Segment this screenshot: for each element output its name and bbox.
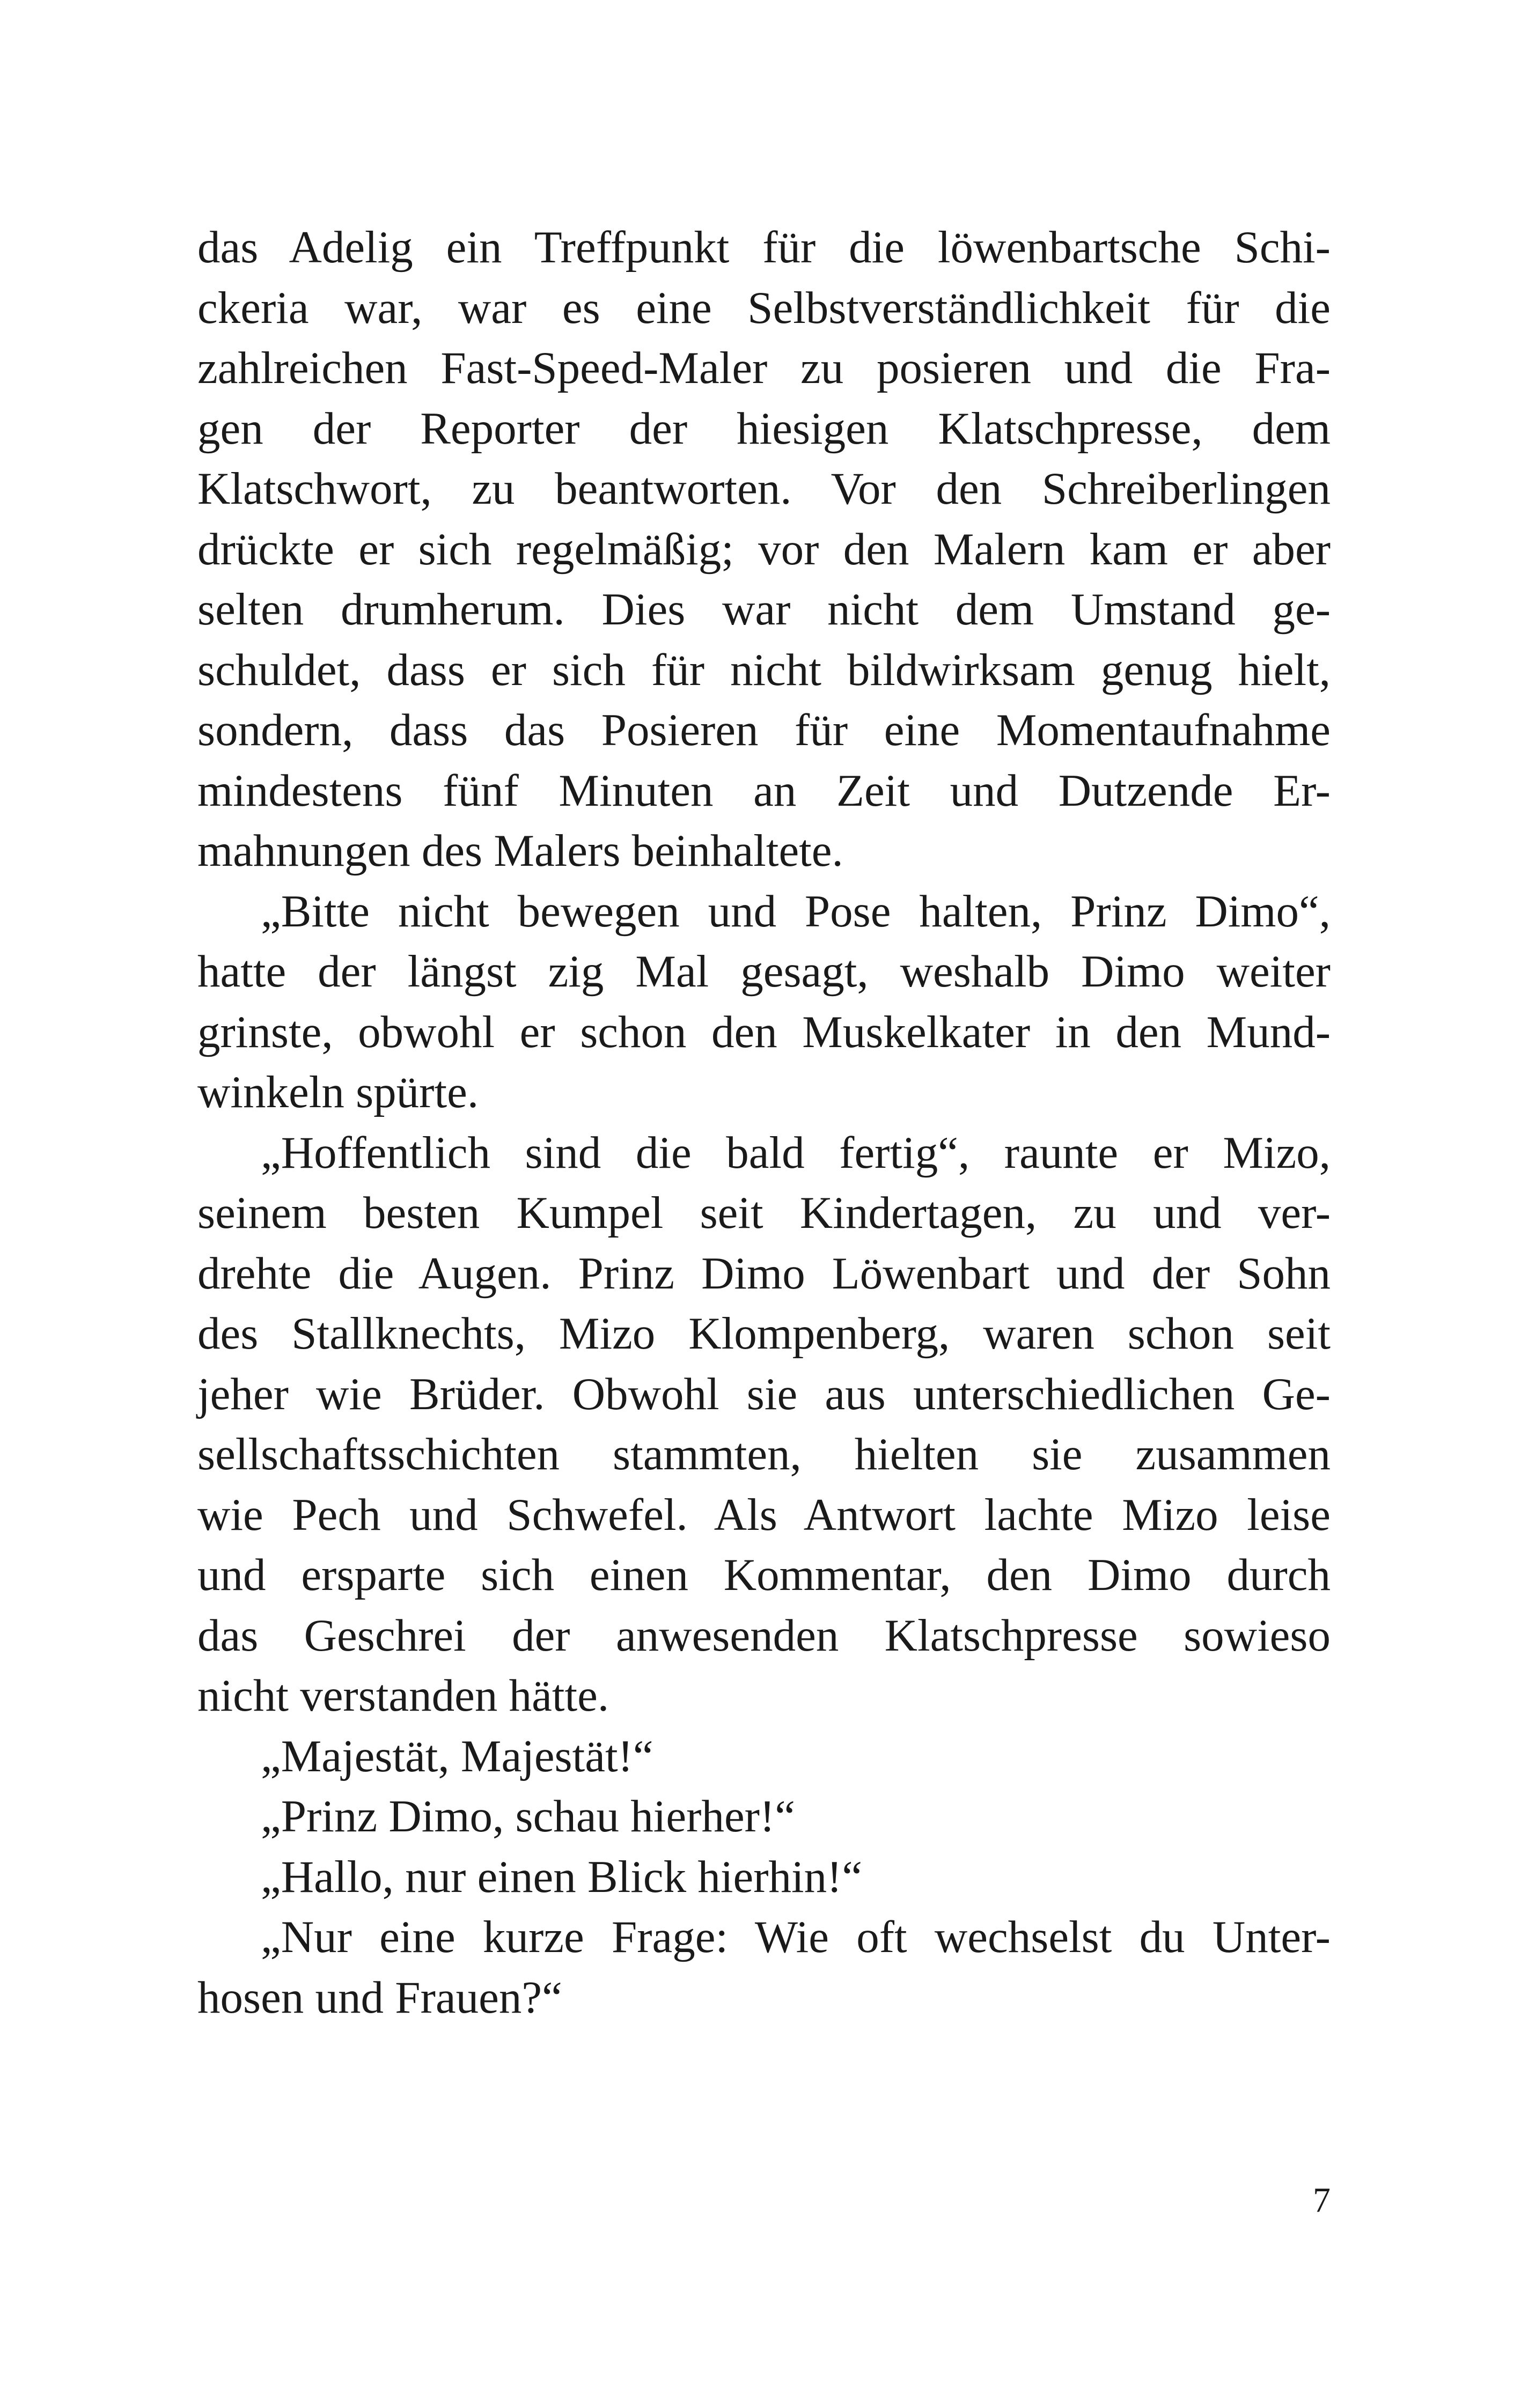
- body-text: [197, 217, 1331, 2028]
- text-line: mindestens fünf Minuten an Zeit und Dutzende Er-: [197, 765, 1331, 816]
- text-line: sondern, dass das Posieren für eine Momentaufnahme: [197, 705, 1331, 755]
- text-line: und ersparte sich einen Kommentar, den Dimo durch: [197, 1550, 1331, 1600]
- text-line: „Nur eine kurze Frage: Wie oft wechselst du Unter-: [261, 1912, 1331, 1962]
- text-line: jeher wie Brüder. Obwohl sie aus unterschiedlichen Ge-: [197, 1368, 1331, 1419]
- text-line: „Prinz Dimo, schau hierher!“: [261, 1791, 796, 1842]
- text-line: hosen und Frauen?“: [197, 1972, 562, 2023]
- text-line: „Majestät, Majestät!“: [261, 1730, 653, 1781]
- text-line: „Hallo, nur einen Blick hierhin!“: [261, 1851, 863, 1902]
- text-line: das Geschrei der anwesenden Klatschpresse sowieso: [197, 1610, 1331, 1661]
- text-line: wie Pech und Schwefel. Als Antwort lachte Mizo leise: [197, 1489, 1331, 1540]
- text-line: nicht verstanden hätte.: [197, 1670, 609, 1721]
- text-line: des Stallknechts, Mizo Klompenberg, waren schon seit: [197, 1308, 1331, 1359]
- text-line: mahnungen des Malers beinhaltete.: [197, 826, 843, 876]
- text-line: zahlreichen Fast-Speed-Maler zu posieren und die Fra-: [197, 343, 1331, 393]
- text-line: „Hoffentlich sind die bald fertig“, raunte er Mizo,: [261, 1127, 1331, 1178]
- text-line: „Bitte nicht bewegen und Pose halten, Prinz Dimo“,: [261, 886, 1331, 937]
- text-line: Klatschwort, zu beantworten. Vor den Schreiberlingen: [197, 463, 1331, 514]
- text-line: winkeln spürte.: [197, 1067, 479, 1117]
- text-line: gen der Reporter der hiesigen Klatschpresse, dem: [197, 403, 1331, 454]
- text-line: hatte der längst zig Mal gesagt, weshalb Dimo weiter: [197, 946, 1331, 997]
- text-line: selten drumherum. Dies war nicht dem Umstand ge-: [197, 584, 1331, 635]
- text-line: sellschaftsschichten stammten, hielten sie zusammen: [197, 1429, 1331, 1479]
- text-line: drückte er sich regelmäßig; vor den Malern kam er aber: [197, 524, 1331, 575]
- text-line: schuldet, dass er sich für nicht bildwirksam genug hielt,: [197, 644, 1331, 695]
- text-line: drehte die Augen. Prinz Dimo Löwenbart und der Sohn: [197, 1248, 1331, 1299]
- text-line: grinste, obwohl er schon den Muskelkater in den Mund-: [197, 1006, 1331, 1057]
- text-line: seinem besten Kumpel seit Kindertagen, zu und ver-: [197, 1188, 1331, 1238]
- text-line: ckeria war, war es eine Selbstverständlichkeit für die: [197, 282, 1331, 333]
- page-number: 7: [1313, 2181, 1331, 2220]
- text-line: das Adelig ein Treffpunkt für die löwenbartsche Schi-: [197, 222, 1331, 273]
